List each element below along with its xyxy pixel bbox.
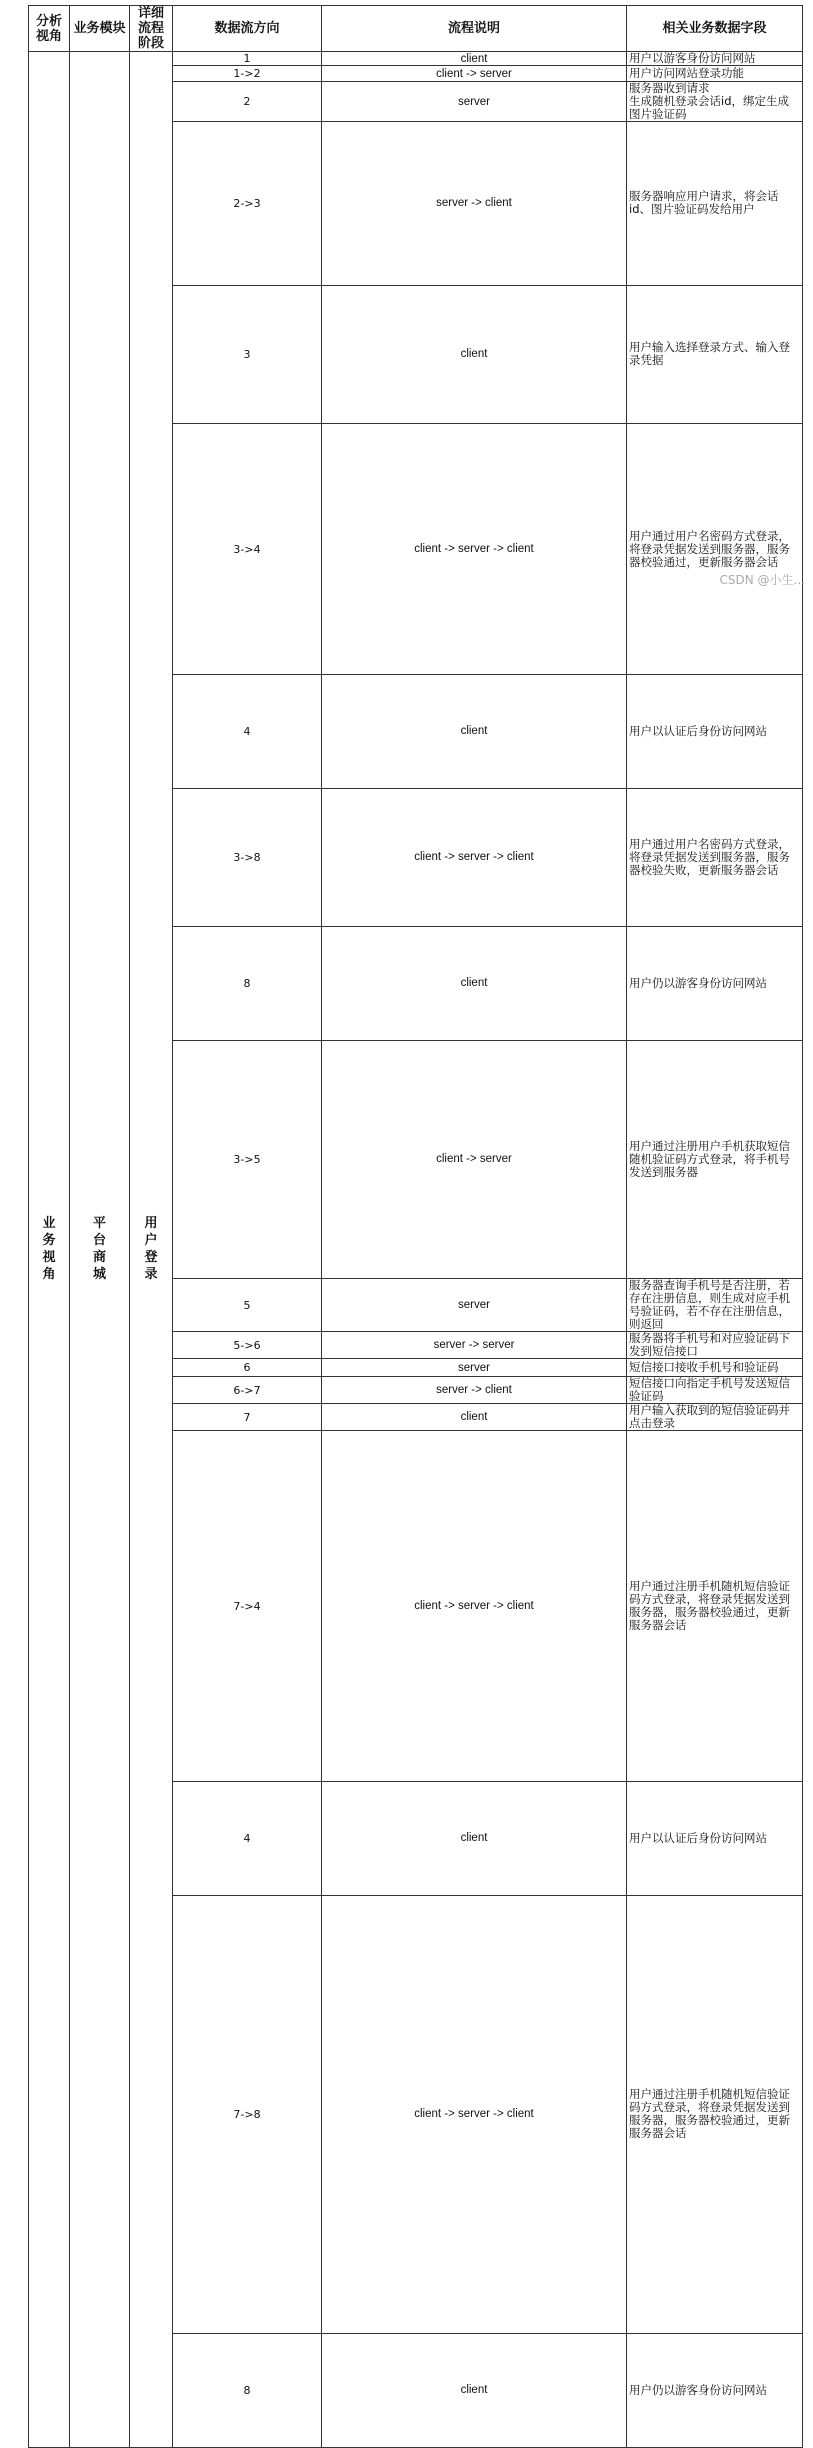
description-cell: 用户以认证后身份访问网站 xyxy=(627,675,803,789)
stage-cell: 4 xyxy=(173,675,322,789)
description-cell: 用户通过注册用户手机获取短信随机验证码方式登录，将手机号发送到服务器 xyxy=(627,1040,803,1279)
direction-cell: client xyxy=(322,52,627,66)
stage-cell: 3 xyxy=(173,285,322,424)
description-cell: 服务器收到请求 生成随机登录会话id，绑定生成图片验证码 xyxy=(627,82,803,122)
stage-cell: 5->6 xyxy=(173,1332,322,1359)
direction-cell: client -> server -> client xyxy=(322,1895,627,2334)
description-cell: 用户通过注册手机随机短信验证码方式登录，将登录凭据发送到服务器，服务器校验通过，更新服务器会话 xyxy=(627,1431,803,1782)
header-direction: 数据流方向 xyxy=(173,6,322,52)
description-cell: 用户仍以游客身份访问网站 xyxy=(627,927,803,1041)
description-cell: 服务器将手机号和对应验证码下发到短信接口 xyxy=(627,1332,803,1359)
direction-cell: client -> server xyxy=(322,1040,627,1279)
merged-perspective-label: 业务视角 xyxy=(42,1216,56,1283)
table-row xyxy=(29,52,803,66)
description-cell: 用户访问网站登录功能 xyxy=(627,66,803,82)
stage-cell: 7->4 xyxy=(173,1431,322,1782)
stage-cell: 6->7 xyxy=(173,1377,322,1404)
login-flow-table xyxy=(28,5,803,2448)
direction-cell: client xyxy=(322,675,627,789)
stage-cell: 3->5 xyxy=(173,1040,322,1279)
stage-cell: 7->8 xyxy=(173,1895,322,2334)
description-cell: 用户以游客身份访问网站 xyxy=(627,52,803,66)
stage-cell: 3->8 xyxy=(173,788,322,927)
merged-module-cell xyxy=(70,52,130,2448)
header-description: 流程说明 xyxy=(322,6,627,52)
header-perspective: 分析视角 xyxy=(29,6,70,52)
header-fields: 相关业务数据字段 xyxy=(627,6,803,52)
direction-cell: client -> server xyxy=(322,66,627,82)
description-cell: 用户以认证后身份访问网站 xyxy=(627,1782,803,1896)
direction-cell: client xyxy=(322,2334,627,2448)
stage-cell: 2 xyxy=(173,82,322,122)
description-cell: 用户仍以游客身份访问网站 xyxy=(627,2334,803,2448)
description-cell: 用户输入选择登录方式、输入登录凭据 xyxy=(627,285,803,424)
direction-cell: server xyxy=(322,1279,627,1332)
direction-cell: client -> server -> client xyxy=(322,424,627,675)
stage-cell: 6 xyxy=(173,1359,322,1377)
direction-cell: server xyxy=(322,1359,627,1377)
stage-cell: 7 xyxy=(173,1404,322,1431)
direction-cell: client -> server -> client xyxy=(322,1431,627,1782)
direction-cell: server -> server xyxy=(322,1332,627,1359)
description-cell: 短信接口接收手机号和验证码 xyxy=(627,1359,803,1377)
direction-cell: client xyxy=(322,927,627,1041)
description-cell: 用户通过用户名密码方式登录，将登录凭据发送到服务器，服务器校验失败，更新服务器会话 xyxy=(627,788,803,927)
header-row xyxy=(29,6,803,52)
merged-perspective-cell xyxy=(29,52,70,2448)
description-cell: 短信接口向指定手机号发送短信验证码 xyxy=(627,1377,803,1404)
description-cell: 服务器查询手机号是否注册，若存在注册信息，则生成对应手机号验证码，若不存在注册信息，则返回 xyxy=(627,1279,803,1332)
header-module: 业务模块 xyxy=(70,6,130,52)
stage-cell: 8 xyxy=(173,2334,322,2448)
table-body xyxy=(29,52,803,2448)
stage-cell: 1->2 xyxy=(173,66,322,82)
merged-module-label: 平台商城 xyxy=(92,1216,106,1283)
stage-cell: 3->4 xyxy=(173,424,322,675)
direction-cell: server xyxy=(322,82,627,122)
stage-cell: 4 xyxy=(173,1782,322,1896)
direction-cell: client -> server -> client xyxy=(322,788,627,927)
stage-cell: 5 xyxy=(173,1279,322,1332)
description-cell: 用户输入获取到的短信验证码并点击登录 xyxy=(627,1404,803,1431)
merged-submodule-cell xyxy=(130,52,173,2448)
stage-cell: 1 xyxy=(173,52,322,66)
stage-cell: 2->3 xyxy=(173,122,322,286)
stage-cell: 8 xyxy=(173,927,322,1041)
merged-submodule-label: 用户登录 xyxy=(144,1216,158,1283)
description-cell: 用户通过用户名密码方式登录，将登录凭据发送到服务器，服务器校验通过，更新服务器会话 xyxy=(627,424,803,675)
direction-cell: client xyxy=(322,1404,627,1431)
description-cell: 服务器响应用户请求，将会话id、图片验证码发给用户 xyxy=(627,122,803,286)
direction-cell: server -> client xyxy=(322,1377,627,1404)
direction-cell: client xyxy=(322,1782,627,1896)
direction-cell: client xyxy=(322,285,627,424)
header-stage: 详细流程阶段 xyxy=(130,6,173,52)
watermark: CSDN @小生... xyxy=(719,573,805,587)
description-cell: 用户通过注册手机随机短信验证码方式登录，将登录凭据发送到服务器，服务器校验通过，更新服务器会话 xyxy=(627,1895,803,2334)
direction-cell: server -> client xyxy=(322,122,627,286)
